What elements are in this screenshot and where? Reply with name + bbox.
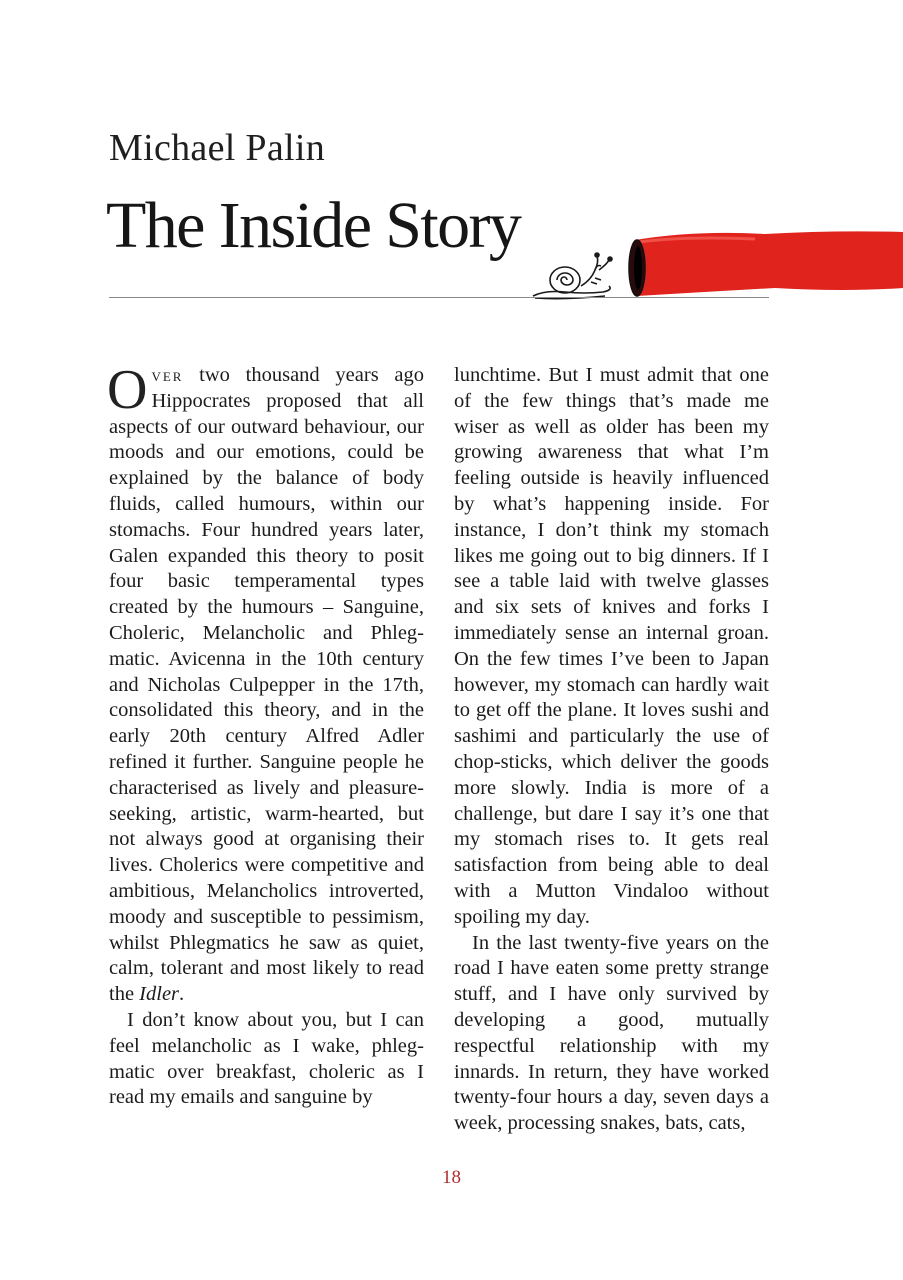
paragraph-2: I don’t know about you, but I can feel melancholic as I wake, phlegmatic over breakfast, choleric as I read my emails and sanguine by [109,1008,424,1109]
left-column [107,359,424,1111]
header-rule [109,297,769,298]
snail-drawing [533,253,612,299]
article-title: The Inside Story [106,189,521,262]
paragraph-1 [107,359,424,1008]
paragraph-3: In the last twenty-five years on the road I have eaten some pretty strange stuff, and I have only survived by developing a good, mutually respectful relationship with my innards. In return, they have worked twenty-four hours a day, seven days a week, processing snakes, bats, cats, [454,931,769,1135]
right-column [454,363,769,1137]
snail-pipe-illustration [525,226,903,306]
lead-smallcaps: ver [151,365,184,385]
paragraph-1-end: . [179,983,185,1006]
paragraph-1-text: two thousand years ago Hippocrates proposed that all aspects of our outward behaviour, our moods and our emotions, could be explained by the balance of body fluids, called humours, within our stomachs. Four hundred years later, Galen expanded this theory to posit four basic temperamental types created by the humours – Sanguine, Choleric, Melancholic and Phlegmatic. Avicenna in the 10th century and Nicholas Culpepper in the 17th, consolidated this theory, and in the early 20th century Alfred Adler refined it further. Sanguine people he characterised as lively and pleasure-seeking, artistic, warm-hearted, but not always good at organising their lives. Cholerics were competitive and ambitious, Melancholics introverted, moody and susceptible to pessimism, whilst Phlegmatics he saw as quiet, calm, tolerant and most likely to read the [109,364,424,1006]
author-name: Michael Palin [109,127,326,169]
red-pipe-drawing [629,231,903,296]
drop-cap: O [107,359,148,421]
publication-title: Idler [139,983,180,1006]
page-number: 18 [442,1167,461,1188]
paragraph-2-continued: lunchtime. But I must admit that one of the few things that’s made me wiser as well as older has been my growing awareness that what I’m feeling outside is heavily influenced by what’s happening inside. For instance, I don’t think my stomach likes me going out to big dinners. If I see a table laid with twelve glasses and six sets of knives and forks I immediately sense an internal groan. On the few times I’ve been to Japan however, my stomach can hardly wait to get off the plane. It loves sushi and sashimi and particularly the use of chop-sticks, which deliver the goods more slowly. India is more of a challenge, but dare I say it’s one that my stomach rises to. It gets real satisfaction from being able to deal with a Mutton Vindaloo without spoiling my day. [454,364,769,928]
